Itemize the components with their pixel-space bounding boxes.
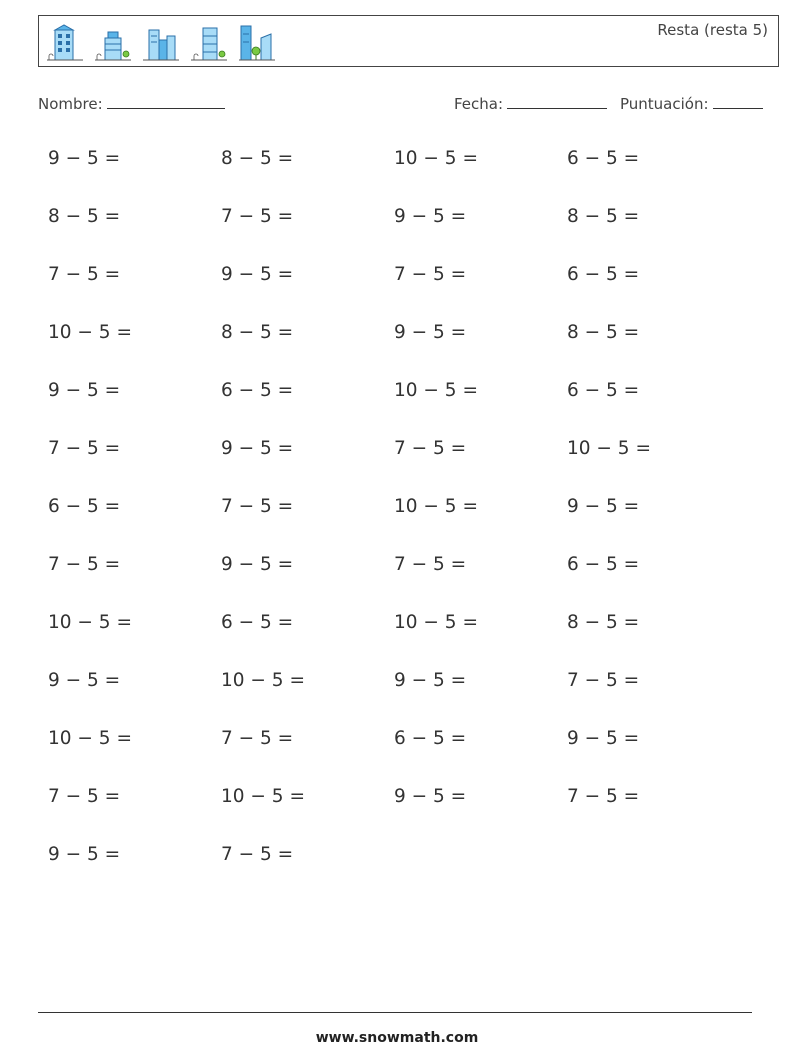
problem-item: 9 − 5 =	[221, 554, 294, 575]
date-blank[interactable]	[507, 94, 607, 109]
problem-item: 7 − 5 =	[567, 786, 640, 807]
problem-item: 7 − 5 =	[48, 438, 121, 459]
problem-item: 10 − 5 =	[567, 438, 651, 459]
problem-item: 6 − 5 =	[567, 148, 640, 169]
score-field	[620, 94, 763, 113]
problem-item: 8 − 5 =	[48, 206, 121, 227]
problem-item: 7 − 5 =	[48, 786, 121, 807]
problem-item: 8 − 5 =	[567, 206, 640, 227]
problem-item: 8 − 5 =	[567, 322, 640, 343]
problem-item: 6 − 5 =	[567, 554, 640, 575]
tower-building-tree-icon	[189, 24, 229, 62]
problem-item: 10 − 5 =	[394, 496, 478, 517]
problem-item: 8 − 5 =	[221, 322, 294, 343]
problem-item: 7 − 5 =	[394, 554, 467, 575]
problem-item: 9 − 5 =	[48, 380, 121, 401]
problem-item: 6 − 5 =	[48, 496, 121, 517]
problem-item: 9 − 5 =	[48, 844, 121, 865]
problem-item: 7 − 5 =	[221, 844, 294, 865]
problem-item: 7 − 5 =	[221, 728, 294, 749]
name-label: Nombre:	[38, 95, 103, 113]
problem-item: 9 − 5 =	[221, 264, 294, 285]
problem-item: 8 − 5 =	[567, 612, 640, 633]
office-building-icon	[45, 24, 85, 62]
problem-item: 10 − 5 =	[221, 670, 305, 691]
problem-item: 9 − 5 =	[394, 786, 467, 807]
worksheet-header	[38, 15, 779, 67]
problem-item: 9 − 5 =	[48, 148, 121, 169]
problem-item: 7 − 5 =	[394, 264, 467, 285]
score-label: Puntuación:	[620, 95, 709, 113]
name-field	[38, 94, 225, 113]
problem-item: 9 − 5 =	[394, 670, 467, 691]
problem-item: 9 − 5 =	[567, 496, 640, 517]
problem-item: 9 − 5 =	[394, 322, 467, 343]
problem-item: 10 − 5 =	[221, 786, 305, 807]
problem-item: 10 − 5 =	[48, 322, 132, 343]
problem-item: 10 − 5 =	[394, 612, 478, 633]
problem-item: 8 − 5 =	[221, 148, 294, 169]
problem-item: 7 − 5 =	[48, 264, 121, 285]
problem-item: 10 − 5 =	[48, 728, 132, 749]
problem-item: 9 − 5 =	[394, 206, 467, 227]
problem-item: 7 − 5 =	[221, 496, 294, 517]
problem-item: 6 − 5 =	[221, 612, 294, 633]
problem-item: 6 − 5 =	[394, 728, 467, 749]
problem-item: 7 − 5 =	[48, 554, 121, 575]
city-buildings-icon	[141, 24, 181, 62]
office-building-tree-icon	[93, 24, 133, 62]
problem-item: 7 − 5 =	[394, 438, 467, 459]
date-label: Fecha:	[454, 95, 504, 113]
score-blank[interactable]	[713, 94, 763, 109]
problem-item: 6 − 5 =	[567, 380, 640, 401]
problem-item: 10 − 5 =	[394, 380, 478, 401]
skyscrapers-tree-icon	[237, 24, 277, 62]
problem-item: 7 − 5 =	[221, 206, 294, 227]
problem-item: 10 − 5 =	[394, 148, 478, 169]
problem-item: 9 − 5 =	[48, 670, 121, 691]
footer-site: www.snowmath.com	[315, 1030, 479, 1046]
worksheet-title: Resta (resta 5)	[657, 21, 768, 39]
problem-item: 10 − 5 =	[48, 612, 132, 633]
name-blank[interactable]	[107, 94, 225, 109]
date-field	[454, 94, 607, 113]
problem-item: 7 − 5 =	[567, 670, 640, 691]
problem-item: 9 − 5 =	[567, 728, 640, 749]
footer-divider	[38, 1012, 752, 1013]
header-icons	[45, 24, 277, 62]
problem-item: 6 − 5 =	[567, 264, 640, 285]
problem-item: 6 − 5 =	[221, 380, 294, 401]
problem-item: 9 − 5 =	[221, 438, 294, 459]
